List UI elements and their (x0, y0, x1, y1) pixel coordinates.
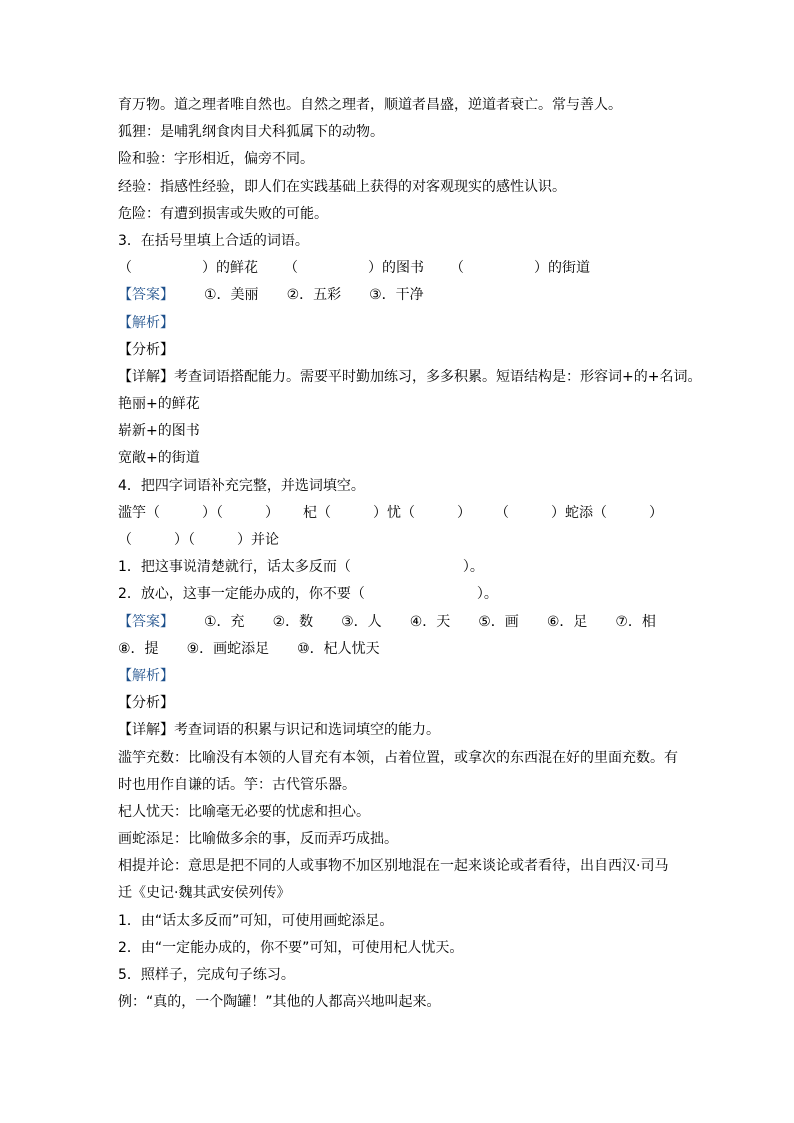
text-line: 狐狸：是哺乳纲食肉目犬科狐属下的动物。 (118, 124, 384, 141)
q3-answer-row (118, 282, 688, 309)
q4-detail-text: 考查词语的积累与识记和选词填空的能力。 (174, 722, 440, 739)
fenxi-tag: 【分析】 (118, 695, 174, 712)
xiangjie-tag: 【详解】 (118, 368, 174, 385)
q4-answer: ⑨．画蛇添足 (186, 640, 270, 657)
q4-answer: ⑦．相 (615, 613, 656, 630)
q3-item: 崭新+的图书 (118, 423, 200, 440)
q4-blank-3: （ ）蛇添（ ） (495, 504, 663, 521)
q4-answer: ⑥．足 (546, 613, 588, 630)
answer-tag: 【答案】 (118, 287, 174, 304)
q4-answer-row-2 (118, 636, 688, 663)
fenxi-tag: 【分析】 (118, 341, 174, 358)
definition-line: 滥竽充数：比喻没有本领的人冒充有本领，占着位置，或拿次的东西混在好的里面充数。有 (118, 749, 678, 766)
q3-detail-row (118, 364, 702, 391)
q3-item: 艳丽+的鲜花 (118, 396, 200, 413)
definition-line: 画蛇添足：比喻做多余的事，反而弄巧成拙。 (118, 831, 398, 848)
text-line: 危险：有遭到损害或失败的可能。 (118, 205, 328, 222)
q4-blank-1: 滥竽（ ）（ ） (118, 504, 279, 521)
text-line: 险和验：字形相近，偏旁不同。 (118, 151, 314, 168)
definition-line: 杞人忧天：比喻毫无必要的忧虑和担心。 (118, 803, 370, 820)
q3-answer-3: ③．干净 (369, 287, 424, 304)
q4-answer: ①．充 (204, 613, 245, 630)
q3-detail-text: 考查词语搭配能力。需要平时勤加练习，多多积累。短语结构是：形容词+的+名词。 (174, 368, 702, 385)
q4-answer: ⑤．画 (478, 613, 519, 630)
text-line: 育万物。道之理者唯自然也。自然之理者，顺道者昌盛，逆道者衰亡。常与善人。 (118, 97, 622, 113)
q3-blank-3: （ ）的街道 (450, 260, 590, 277)
q4-answer-row-1 (118, 609, 688, 636)
q3-answer-2: ②．五彩 (286, 287, 342, 304)
q4-answer: ③．人 (341, 613, 382, 630)
q4-answer: ④．天 (409, 613, 451, 630)
q4-sentence-2: 2．放心，这事一定能办成的，你不要（ ）。 (118, 586, 498, 603)
definition-line: 时也用作自谦的话。竽：古代管乐器。 (118, 776, 356, 793)
answer-tag: 【答案】 (118, 613, 174, 630)
q3-blank-1: （ ）的鲜花 (118, 260, 258, 277)
q4-blank-2: 杞（ ）忧（ ） (303, 504, 471, 521)
jiexi-tag: 【解析】 (118, 667, 174, 684)
q4-blank-row-2: （ ）（ ）并论 (118, 532, 279, 548)
q4-blank-row-1 (118, 500, 688, 527)
q4-sentence-1: 1．把这事说清楚就行，话太多反而（ ）。 (118, 559, 484, 576)
question-3-title: 3．在括号里填上合适的词语。 (118, 232, 309, 249)
q3-blank-row (118, 255, 688, 282)
q4-answer: ⑧．提 (118, 640, 159, 657)
q4-answer: ②．数 (272, 613, 314, 630)
q4-detail-row (118, 717, 688, 744)
q3-blank-2: （ ）的图书 (284, 260, 424, 277)
definition-line: 相提并论：意思是把不同的人或事物不加区别地混在一起来谈论或者看待，出自西汉·司马 (118, 858, 669, 875)
q3-item: 宽敞+的街道 (118, 450, 200, 467)
explanation-line: 2．由“一定能办成的，你不要”可知，可使用杞人忧天。 (118, 939, 464, 956)
definition-line: 迁《史记·魏其武安侯列传》 (118, 885, 291, 902)
jiexi-tag: 【解析】 (118, 314, 174, 331)
question-5-title: 5．照样子，完成句子练习。 (118, 967, 295, 983)
q4-answer: ⑩．杞人忧天 (297, 640, 380, 657)
q3-answer-1: ①．美丽 (204, 287, 259, 304)
explanation-line: 1．由“话太多反而”可知，可使用画蛇添足。 (118, 912, 394, 929)
xiangjie-tag: 【详解】 (118, 722, 174, 739)
document-page (118, 92, 702, 1016)
question-4-title: 4．把四字词语补充完整，并选词填空。 (118, 477, 365, 494)
text-line: 经验：指感性经验，即人们在实践基础上获得的对客观现实的感性认识。 (118, 178, 566, 195)
q5-example: 例：“真的，一个陶罐！”其他的人都高兴地叫起来。 (118, 994, 441, 1011)
